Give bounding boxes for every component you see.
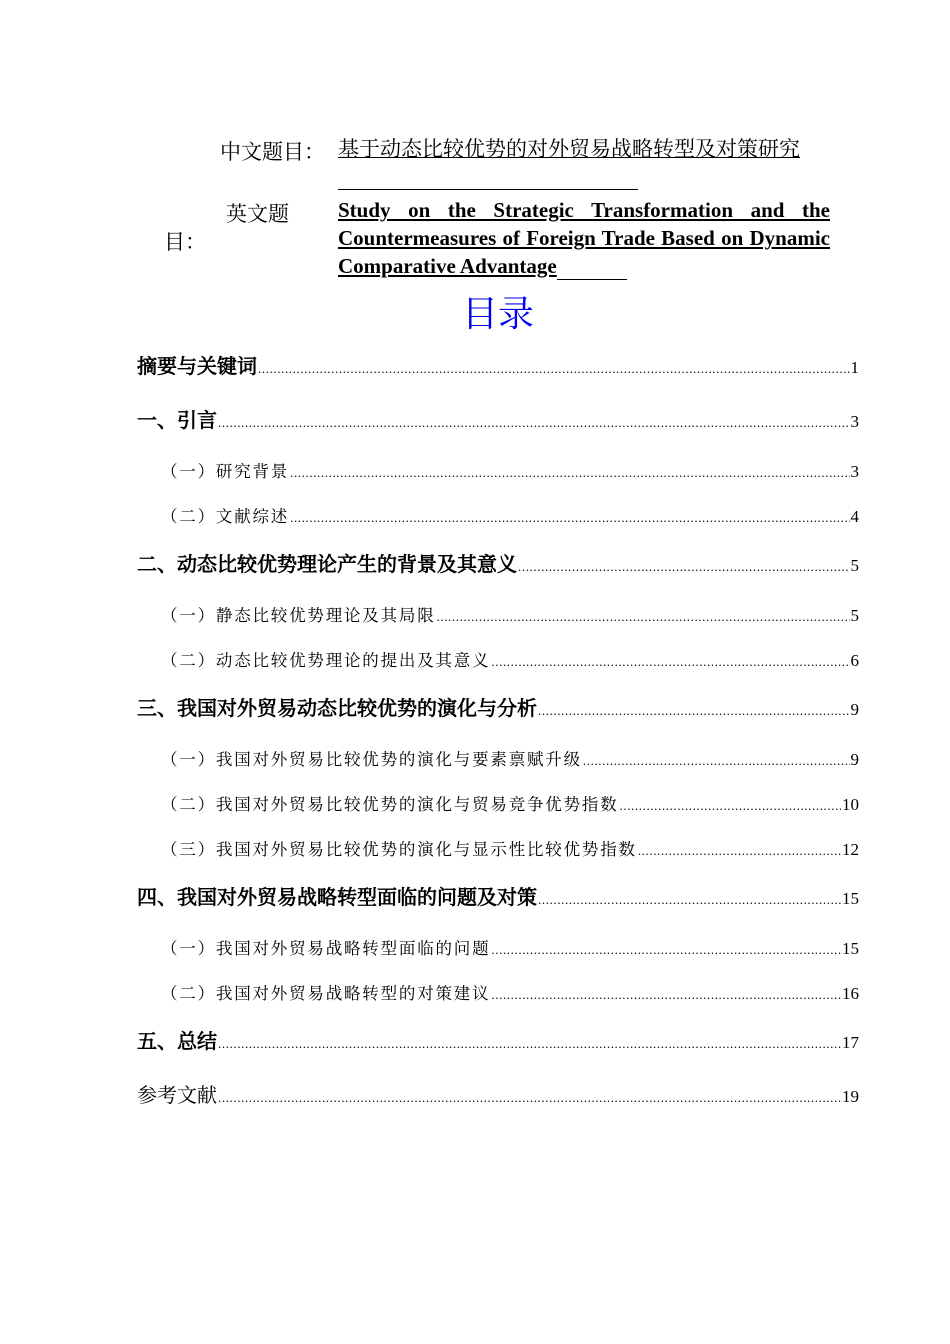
toc-page-number: 9 — [850, 700, 859, 719]
toc-leader-dots — [437, 609, 850, 625]
toc-subentry[interactable] — [137, 503, 859, 548]
toc-leader-dots — [218, 1090, 841, 1106]
toc-entry-text: （二）动态比较优势理论的提出及其意义 — [161, 651, 491, 670]
toc-subentry[interactable] — [137, 980, 859, 1025]
chinese-title-text: 基于动态比较优势的对外贸易战略转型及对策研究 — [338, 137, 800, 161]
english-title-text: Study on the Strategic Transformation and the Countermeasures of Foreign Trade Based on Dynamic Comparative Advantage — [338, 198, 830, 278]
toc-entry[interactable] — [137, 1079, 859, 1133]
english-title-label-part1: 英文题 — [226, 202, 289, 226]
english-title — [338, 196, 830, 280]
toc-entry[interactable] — [137, 1025, 859, 1079]
toc-page-number: 17 — [842, 1033, 859, 1052]
toc-entry-text: （一）静态比较优势理论及其局限 — [161, 606, 436, 625]
toc-entry[interactable] — [137, 881, 859, 935]
toc-entry[interactable] — [137, 692, 859, 746]
toc-page-number: 6 — [850, 651, 859, 670]
toc-leader-dots — [290, 465, 849, 481]
toc-entry-text: （二）我国对外贸易战略转型的对策建议 — [161, 984, 491, 1003]
toc-page-number: 4 — [850, 507, 859, 526]
toc-leader-dots — [638, 843, 841, 859]
toc-page-number: 19 — [842, 1087, 859, 1106]
toc-entry-text: 二、动态比较优势理论产生的背景及其意义 — [137, 552, 517, 576]
toc-leader-dots — [290, 510, 849, 526]
toc-page-number: 15 — [842, 889, 859, 908]
toc-entry[interactable] — [137, 548, 859, 602]
toc-entry-text: （二）我国对外贸易比较优势的演化与贸易竞争优势指数 — [161, 795, 619, 814]
toc-entry-text: 四、我国对外贸易战略转型面临的问题及对策 — [137, 885, 537, 909]
toc-page-number: 12 — [842, 840, 859, 859]
toc-subentry[interactable] — [137, 836, 859, 881]
title-block — [160, 130, 840, 282]
toc-page-number: 3 — [850, 462, 859, 481]
chinese-title-row — [160, 130, 840, 190]
english-title-label-part2: 目： — [164, 230, 206, 254]
english-title-row — [160, 196, 840, 282]
toc-leader-dots — [491, 654, 849, 670]
toc-entry-text: 三、我国对外贸易动态比较优势的演化与分析 — [137, 696, 537, 720]
toc-leader-dots — [258, 361, 850, 377]
toc-leader-dots — [583, 753, 850, 769]
toc-entry[interactable] — [137, 404, 859, 458]
chinese-title-label: 中文题目： — [220, 140, 325, 164]
toc-page-number: 3 — [850, 412, 859, 431]
toc-leader-dots — [538, 703, 850, 719]
toc-page-number: 5 — [850, 606, 859, 625]
toc-entry-text: 摘要与关键词 — [137, 354, 257, 378]
toc-leader-dots — [218, 1036, 841, 1052]
toc-leader-dots — [491, 942, 841, 958]
toc-entry[interactable] — [137, 350, 859, 404]
toc-subentry[interactable] — [137, 602, 859, 647]
toc-page-number: 10 — [842, 795, 859, 814]
toc-entry-text: （一）我国对外贸易战略转型面临的问题 — [161, 939, 491, 958]
toc-subentry[interactable] — [137, 458, 859, 503]
toc-subentry[interactable] — [137, 647, 859, 692]
toc-leader-dots — [491, 987, 841, 1003]
toc-entry-text: 参考文献 — [137, 1083, 217, 1107]
toc-page-number: 5 — [850, 556, 859, 575]
chinese-title — [338, 136, 830, 190]
toc-leader-dots — [538, 892, 841, 908]
toc-entry-text: （二）文献综述 — [161, 507, 290, 526]
toc-leader-dots — [620, 798, 842, 814]
underline-filler — [338, 167, 638, 190]
toc-heading: 目录 — [461, 294, 534, 335]
toc-page-number: 15 — [842, 939, 859, 958]
table-of-contents — [137, 350, 859, 1133]
toc-leader-dots — [218, 415, 850, 431]
toc-page-number: 16 — [842, 984, 859, 1003]
underline-filler — [557, 259, 627, 280]
toc-subentry[interactable] — [137, 746, 859, 791]
toc-subentry[interactable] — [137, 791, 859, 836]
toc-subentry[interactable] — [137, 935, 859, 980]
toc-page-number: 1 — [850, 358, 859, 377]
toc-entry-text: （一）我国对外贸易比较优势的演化与要素禀赋升级 — [161, 750, 582, 769]
toc-leader-dots — [518, 559, 850, 575]
toc-entry-text: 五、总结 — [137, 1029, 217, 1053]
toc-entry-text: （三）我国对外贸易比较优势的演化与显示性比较优势指数 — [161, 840, 637, 859]
toc-entry-text: 一、引言 — [137, 408, 217, 432]
toc-entry-text: （一）研究背景 — [161, 462, 290, 481]
toc-page-number: 9 — [850, 750, 859, 769]
